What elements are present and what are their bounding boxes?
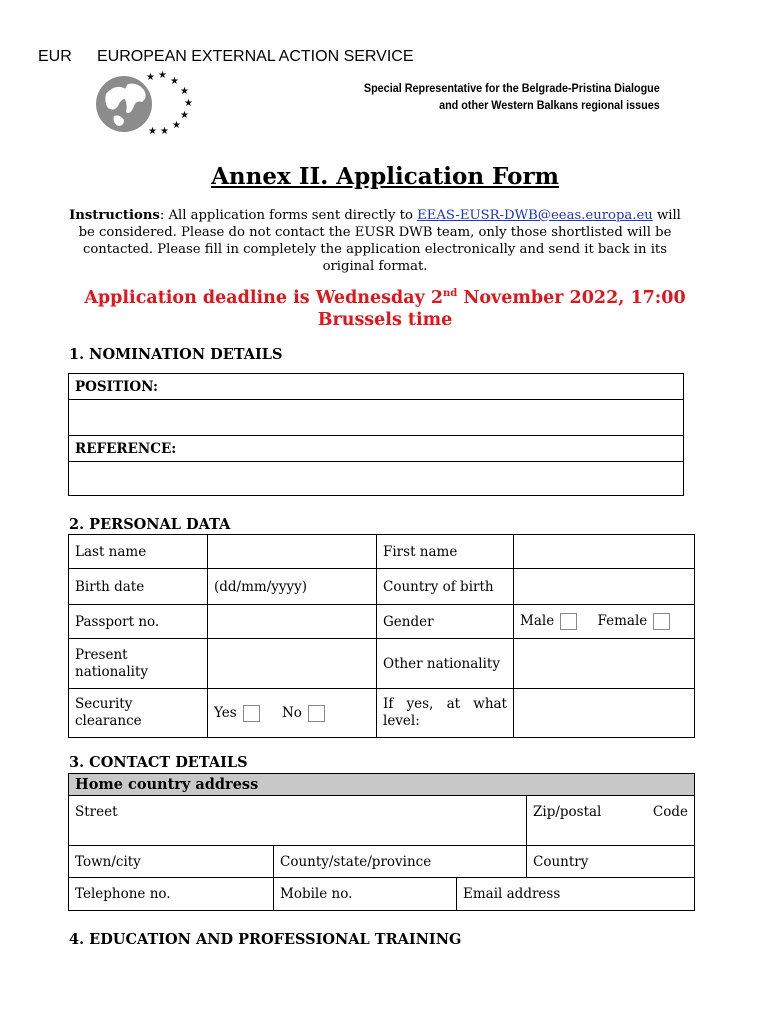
header-service-name: EUROPEAN EXTERNAL ACTION SERVICE [97, 48, 414, 65]
deadline-part2: November 2022, 17:00 [457, 288, 686, 308]
female-label: Female [597, 613, 648, 629]
security-line2: clearance [75, 713, 142, 729]
svg-text:★: ★ [172, 120, 181, 131]
security-line1: Security [75, 696, 133, 712]
instructions-email-link[interactable]: EEAS-EUSR-DWB@eeas.europa.eu [417, 208, 653, 223]
deadline-notice [40, 287, 730, 331]
country-field[interactable] [527, 846, 695, 878]
passport-field[interactable] [208, 605, 377, 639]
mobile-field[interactable] [274, 878, 457, 911]
last-name-label: Last name [69, 535, 208, 569]
header-subtitle-line1: Special Representative for the Belgrade-Pristina Dialogue [364, 81, 660, 95]
no-label: No [281, 704, 302, 721]
nomination-table [68, 373, 684, 496]
male-label: Male [520, 613, 555, 629]
last-name-field[interactable] [208, 535, 377, 569]
position-field[interactable] [69, 400, 684, 436]
yes-checkbox[interactable] [243, 705, 260, 722]
other-nationality-field[interactable] [514, 639, 695, 689]
deadline-sup: nd [443, 288, 458, 300]
email-field[interactable] [457, 878, 695, 911]
instructions-paragraph [60, 207, 690, 275]
svg-text:★: ★ [184, 98, 193, 109]
mobile-label: Mobile no. [280, 886, 353, 902]
email-label: Email address [463, 886, 561, 902]
eeas-logo-icon [92, 66, 202, 146]
instructions-label: Instructions [69, 208, 160, 223]
home-address-header: Home country address [69, 774, 695, 796]
birth-date-label: Birth date [69, 569, 208, 605]
passport-label: Passport no. [69, 605, 208, 639]
header-subtitle-line2: and other Western Balkans regional issues [439, 98, 660, 112]
street-label: Street [75, 804, 118, 820]
page-title: Annex II. Application Form [211, 163, 559, 190]
header-abbreviation: EUR [38, 48, 72, 65]
security-clearance-label [69, 689, 208, 738]
birth-date-field[interactable]: (dd/mm/yyyy) [208, 569, 377, 605]
section1-heading: 1. NOMINATION DETAILS [69, 346, 283, 363]
street-field[interactable] [69, 796, 527, 846]
present-nationality-field[interactable] [208, 639, 377, 689]
no-checkbox[interactable] [308, 705, 325, 722]
country-label: Country [533, 853, 589, 870]
deadline-part1: Application deadline is Wednesday 2 [84, 288, 444, 308]
deadline-line2: Brussels time [317, 310, 453, 330]
county-label: County/state/province [280, 853, 432, 870]
yes-label: Yes [214, 704, 237, 721]
male-checkbox[interactable] [560, 613, 577, 630]
present-nationality-line2: nationality [75, 663, 149, 680]
svg-text:★: ★ [160, 126, 169, 137]
instructions-text-before: : All application forms sent directly to [159, 208, 418, 223]
telephone-label: Telephone no. [75, 886, 171, 902]
svg-text:★: ★ [180, 86, 189, 97]
clearance-level-label [377, 689, 514, 738]
present-nationality-line1: Present [75, 646, 128, 663]
contact-details-table [68, 773, 695, 911]
reference-field[interactable] [69, 462, 684, 496]
zip-field[interactable] [527, 796, 695, 846]
section2-heading: 2. PERSONAL DATA [69, 516, 231, 533]
svg-text:★: ★ [180, 110, 189, 121]
clearance-level-line2: level: [383, 713, 420, 729]
country-of-birth-field[interactable] [514, 569, 695, 605]
section3-heading: 3. CONTACT DETAILS [69, 754, 248, 771]
header-subtitle [364, 80, 660, 114]
clearance-level-field[interactable] [514, 689, 695, 738]
position-label: POSITION: [69, 374, 684, 400]
county-field[interactable] [274, 846, 527, 878]
other-nationality-label: Other nationality [377, 639, 514, 689]
zip-label: Zip/postal [533, 804, 602, 820]
town-field[interactable] [69, 846, 274, 878]
country-of-birth-label: Country of birth [377, 569, 514, 605]
first-name-label: First name [377, 535, 514, 569]
svg-text:★: ★ [146, 72, 155, 83]
first-name-field[interactable] [514, 535, 695, 569]
svg-text:★: ★ [148, 126, 157, 137]
svg-text:★: ★ [170, 76, 179, 87]
gender-options [514, 605, 695, 639]
code-label: Code [652, 804, 688, 820]
instructions-text-after: will be considered. Please do not contact the EUSR DWB team, only those shortlisted will be contacted. Please fill in completely the application electronically and send it back in its original format. [78, 208, 681, 274]
gender-label: Gender [377, 605, 514, 639]
town-label: Town/city [75, 853, 141, 870]
personal-data-table [68, 534, 695, 738]
present-nationality-label [69, 639, 208, 689]
clearance-level-line1: If yes, at what [383, 696, 507, 712]
svg-text:★: ★ [158, 70, 167, 81]
female-checkbox[interactable] [653, 613, 670, 630]
telephone-field[interactable] [69, 878, 274, 911]
section4-heading: 4. EDUCATION AND PROFESSIONAL TRAINING [69, 931, 462, 948]
security-options [208, 689, 377, 738]
reference-label: REFERENCE: [69, 436, 684, 462]
